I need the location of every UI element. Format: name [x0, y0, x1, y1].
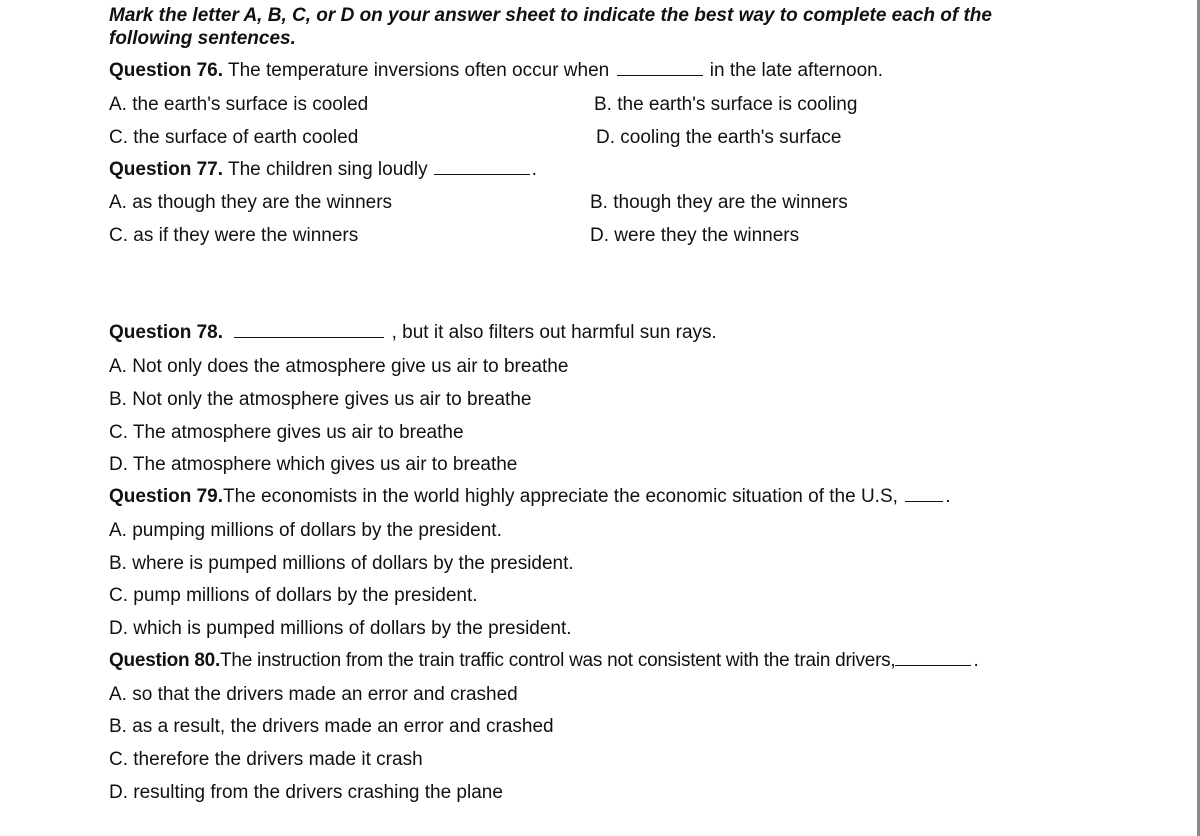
question-80-option-c: C. therefore the drivers made it crash	[109, 749, 423, 770]
question-76-text-after: in the late afternoon.	[709, 60, 884, 81]
question-76-option-a: A. the earth's surface is cooled	[109, 94, 369, 115]
question-78-label: Question 78.	[109, 322, 224, 343]
question-77-text-after: .	[531, 159, 537, 180]
question-79-option-a: A. pumping millions of dollars by the president.	[109, 520, 502, 541]
question-78-option-a: A. Not only does the atmosphere give us air to breathe	[109, 356, 569, 377]
question-80-text: The instruction from the train traffic control was not consistent with the train drivers,	[220, 650, 896, 671]
question-80-option-d: D. resulting from the drivers crashing the plane	[109, 782, 503, 803]
question-80-option-a: A. so that the drivers made an error and crashed	[109, 684, 518, 705]
question-79-option-c: C. pump millions of dollars by the president.	[109, 585, 478, 606]
question-77-option-a: A. as though they are the winners	[109, 192, 393, 213]
question-78-option-b: B. Not only the atmosphere gives us air to breathe	[109, 389, 532, 410]
question-78-stem	[109, 321, 717, 345]
question-77-label: Question 77.	[109, 159, 224, 180]
question-77-blank	[434, 159, 530, 175]
question-76-text-before: The temperature inversions often occur when	[227, 60, 610, 81]
question-79-option-d: D. which is pumped millions of dollars by the president.	[109, 618, 572, 639]
question-77-text-before: The children sing loudly	[227, 159, 428, 180]
question-80-option-b: B. as a result, the drivers made an error and crashed	[109, 716, 554, 737]
question-79-text: The economists in the world highly appreciate the economic situation of the U.S,	[223, 486, 898, 507]
question-80-text-after: .	[973, 650, 979, 671]
question-79-stem	[109, 485, 950, 509]
question-79-label: Question 79.	[109, 486, 224, 507]
instructions-line-2: following sentences.	[109, 28, 296, 49]
instructions-line-1: Mark the letter A, B, C, or D on your answer sheet to indicate the best way to complete each of the	[109, 5, 992, 26]
question-76-label: Question 76.	[109, 60, 224, 81]
question-76-option-d: D. cooling the earth's surface	[596, 127, 842, 148]
question-76-option-b: B. the earth's surface is cooling	[594, 94, 858, 115]
question-77-option-d: D. were they the winners	[590, 225, 800, 246]
question-78-option-c: C. The atmosphere gives us air to breathe	[109, 422, 464, 443]
question-78-blank	[234, 322, 384, 338]
question-79-text-after: .	[945, 486, 951, 507]
question-79-option-b: B. where is pumped millions of dollars by the president.	[109, 553, 574, 574]
question-78-option-d: D. The atmosphere which gives us air to breathe	[109, 454, 518, 475]
question-79-blank	[905, 486, 943, 502]
question-76-stem	[109, 59, 883, 83]
question-77-stem	[109, 158, 537, 182]
question-77-option-b: B. though they are the winners	[590, 192, 848, 213]
question-80-label: Question 80.	[109, 650, 221, 671]
question-77-option-c: C. as if they were the winners	[109, 225, 359, 246]
question-80-stem	[109, 649, 978, 673]
question-80-blank	[895, 650, 971, 666]
question-76-blank	[617, 60, 703, 76]
question-78-text-after: , but it also filters out harmful sun rays.	[391, 322, 717, 343]
question-76-option-c: C. the surface of earth cooled	[109, 127, 359, 148]
